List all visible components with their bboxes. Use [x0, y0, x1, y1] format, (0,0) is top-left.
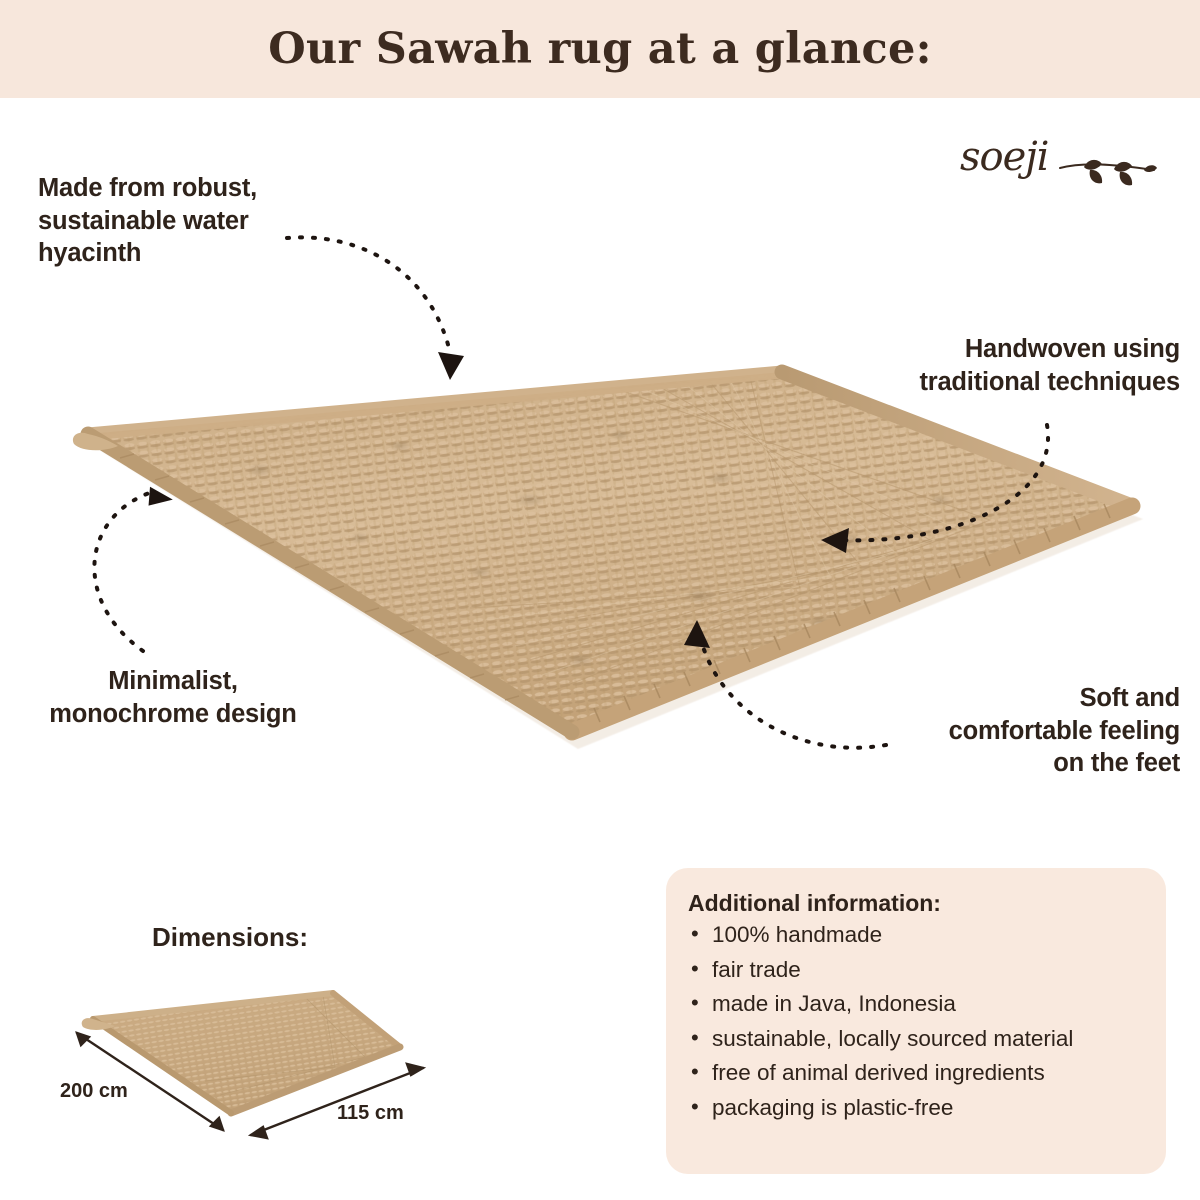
list-item: • fair trade: [686, 959, 1140, 982]
annotation-design-line1: Minimalist,: [108, 667, 238, 695]
dimension-label-length: 200 cm: [60, 1080, 128, 1102]
list-item: • sustainable, locally sourced material: [686, 1028, 1140, 1051]
annotation-handwoven-line2: traditional techniques: [919, 367, 1180, 396]
annotation-material-line3: hyacinth: [38, 239, 142, 268]
brand-name: soeji: [960, 134, 1049, 180]
annotation-material-line1: Made from robust,: [38, 174, 258, 202]
additional-information-title: Additional information:: [688, 890, 941, 916]
list-item: • free of animal derived ingredients: [686, 1062, 1140, 1085]
page-title: Our Sawah rug at a glance:: [268, 24, 932, 74]
additional-information-list: [686, 924, 1140, 1119]
annotation-handwoven-line1: Handwoven using: [964, 335, 1180, 363]
brand-logo: [950, 132, 1160, 212]
dimensions-title: Dimensions:: [152, 922, 309, 952]
annotation-material-line2: sustainable water: [38, 206, 249, 235]
header-banner: [0, 0, 1200, 98]
list-item: • 100% handmade: [686, 924, 1140, 947]
annotation-design: [18, 665, 328, 730]
dimension-label-width: 115 cm: [337, 1102, 404, 1124]
additional-information-card: [666, 868, 1166, 1174]
annotation-comfort-line2: comfortable feeling: [948, 716, 1180, 745]
annotation-material: [38, 172, 338, 270]
leaf-branch-icon: [1058, 154, 1158, 188]
list-item: • packaging is plastic-free: [686, 1097, 1140, 1120]
annotation-handwoven: [880, 333, 1180, 398]
annotation-comfort-line1: Soft and: [1079, 684, 1180, 712]
annotation-design-line2: monochrome design: [49, 699, 297, 728]
dimensions-diagram: [55, 975, 475, 1150]
annotation-comfort: [880, 682, 1180, 780]
list-item: • made in Java, Indonesia: [686, 993, 1140, 1016]
annotation-comfort-line3: on the feet: [1053, 749, 1180, 778]
